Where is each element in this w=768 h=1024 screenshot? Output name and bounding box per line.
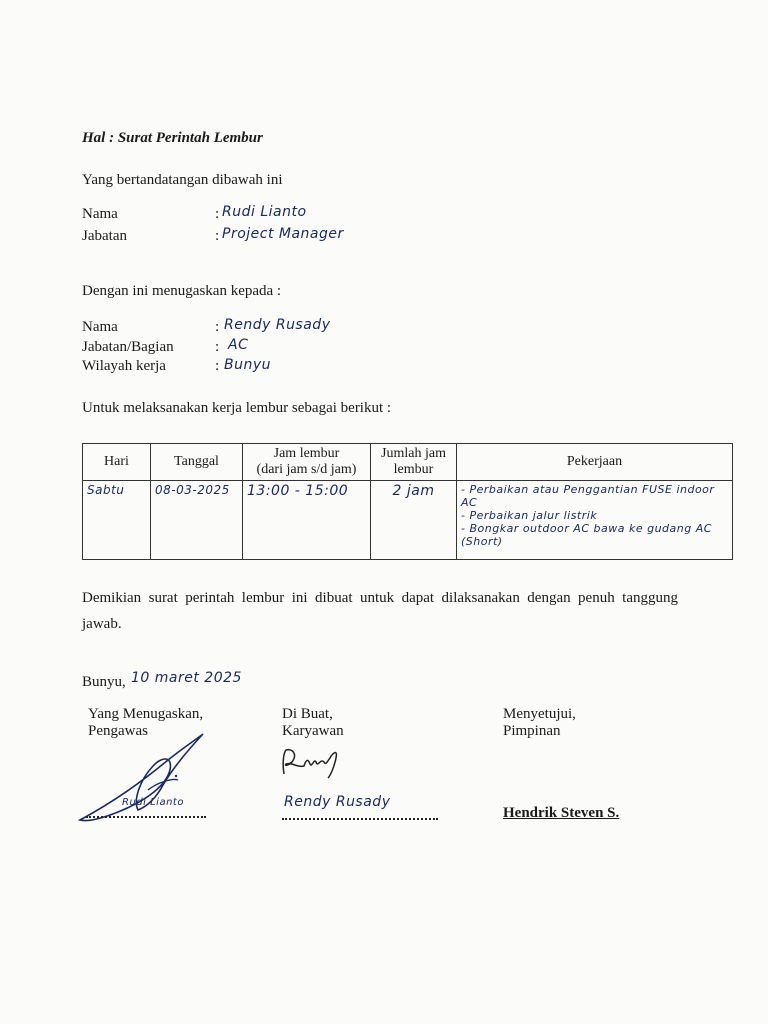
assigner-signature-line — [86, 816, 206, 818]
assignee-dept-colon: : — [215, 339, 220, 355]
overtime-table — [82, 443, 733, 560]
table-header-row — [83, 444, 733, 481]
list-item: - Perbaikan jalur listrik — [461, 509, 598, 522]
intro-text: Yang bertandatangan dibawah ini — [82, 172, 283, 188]
signer-name-label: Nama — [82, 206, 118, 222]
cell-time: 13:00 - 15:00 — [243, 481, 371, 560]
list-item: - Bongkar outdoor AC bawa ke gudang AC (Short) — [461, 522, 712, 548]
cell-day: Sabtu — [83, 481, 151, 560]
signer-position-colon: : — [215, 228, 220, 244]
signer-name-value: Rudi Lianto — [222, 204, 307, 220]
cell-work — [457, 481, 733, 560]
maker-title: Di Buat, — [282, 706, 333, 722]
assignee-dept-label: Jabatan/Bagian — [82, 339, 174, 355]
assigner-name: Rudi Lianto — [122, 797, 184, 808]
header-day: Hari — [83, 444, 151, 481]
list-item: - Perbaikan atau Penggantian FUSE indoor AC — [461, 483, 715, 509]
approver-role: Pimpinan — [503, 723, 561, 739]
header-time: Jam lembur (dari jam s/d jam) — [243, 444, 371, 481]
cell-date: 08-03-2025 — [151, 481, 243, 560]
header-hours: Jumlah jam lembur — [371, 444, 457, 481]
assignee-name-value: Rendy Rusady — [224, 317, 331, 333]
assignee-dept-value: AC — [228, 337, 249, 353]
assigner-signature-icon — [78, 730, 228, 825]
assigner-role: Pengawas — [88, 723, 148, 739]
letter-subject: Hal : Surat Perintah Lembur — [82, 130, 263, 146]
place-text: Bunyu, — [82, 674, 126, 690]
table-row — [83, 481, 733, 560]
assignee-name-label: Nama — [82, 319, 118, 335]
signer-position-value: Project Manager — [222, 226, 344, 242]
maker-signature-line — [282, 818, 438, 820]
cell-hours: 2 jam — [371, 481, 457, 560]
assignee-name-colon: : — [215, 319, 220, 335]
assign-text: Dengan ini menugaskan kepada : — [82, 283, 282, 299]
approver-name: Hendrik Steven S. — [503, 805, 620, 821]
header-date: Tanggal — [151, 444, 243, 481]
maker-role: Karyawan — [282, 723, 344, 739]
overtime-text: Untuk melaksanakan kerja lembur sebagai berikut : — [82, 400, 392, 416]
approver-title: Menyetujui, — [503, 706, 576, 722]
date-value: 10 maret 2025 — [131, 670, 242, 686]
signer-name-colon: : — [215, 206, 220, 222]
assignee-area-label: Wilayah kerja — [82, 358, 166, 374]
maker-name: Rendy Rusady — [284, 794, 391, 810]
assignee-area-colon: : — [215, 358, 220, 374]
assignee-area-value: Bunyu — [224, 357, 272, 373]
closing-text: Demikian surat perintah lembur ini dibuat untuk dapat dilaksanakan dengan penuh tanggung jawab. — [82, 590, 678, 632]
work-list — [461, 483, 728, 548]
signer-position-label: Jabatan — [82, 228, 127, 244]
assigner-title: Yang Menugaskan, — [88, 706, 204, 722]
maker-signature-icon — [278, 744, 358, 784]
header-work: Pekerjaan — [457, 444, 733, 481]
